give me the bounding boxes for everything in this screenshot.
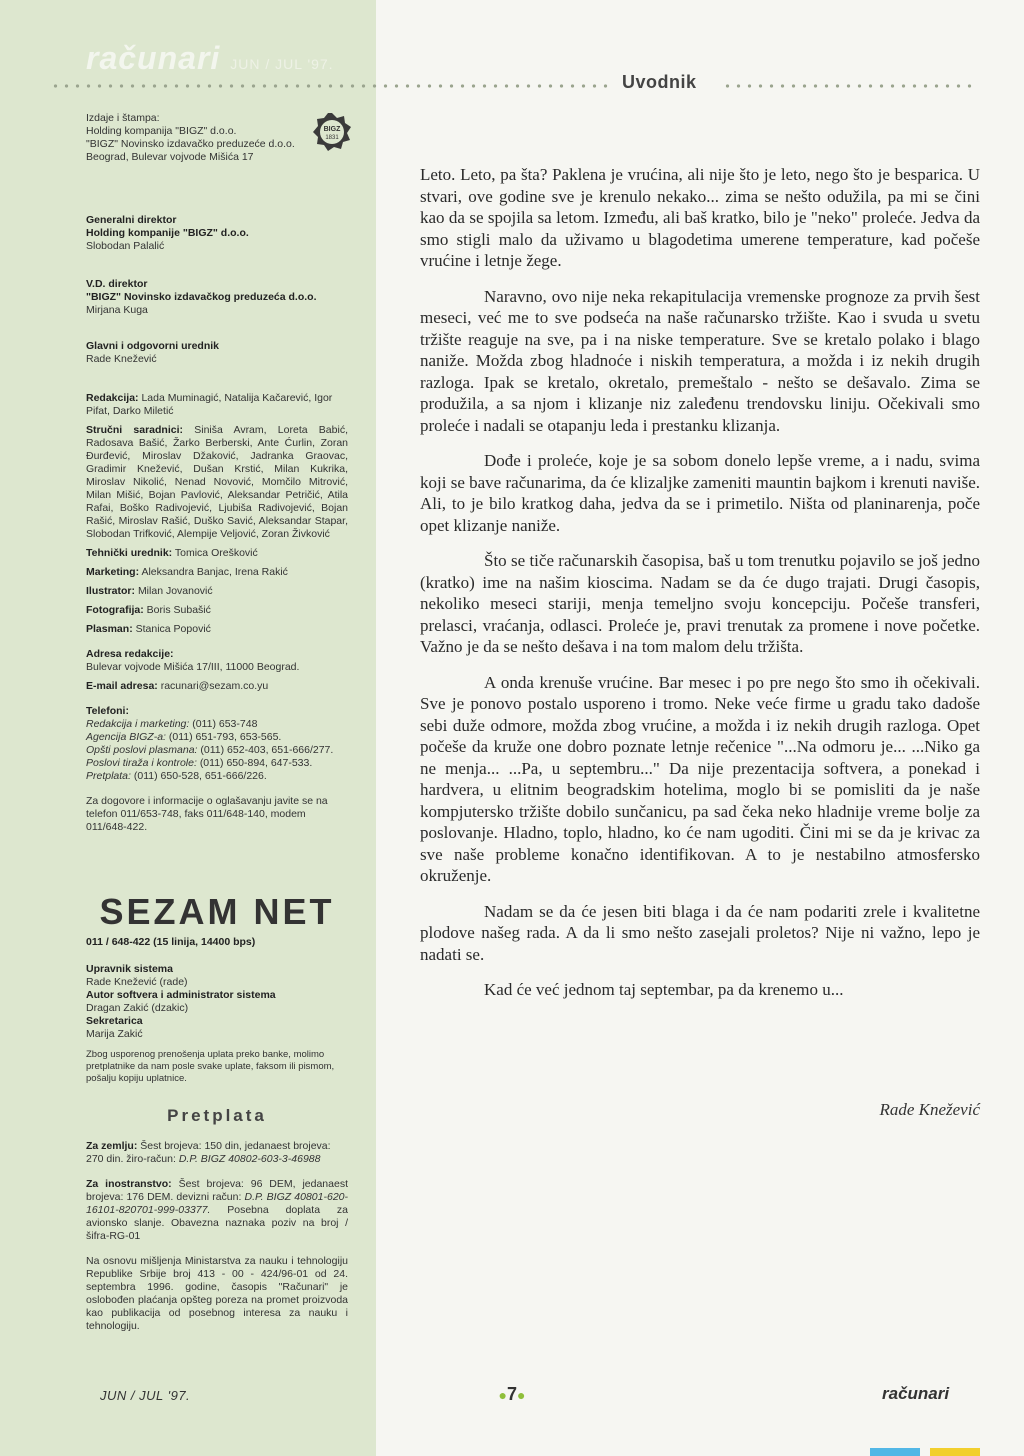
vd-title-2: "BIGZ" Novinsko izdavačkog preduzeća d.o.o.: [86, 291, 317, 303]
email-text: racunari@sezam.co.yu: [160, 680, 269, 692]
general-director-block: [86, 214, 348, 253]
gd-title-2: Holding kompanije "BIGZ" d.o.o.: [86, 227, 249, 239]
sekretarica-name: Marija Zakić: [86, 1028, 143, 1040]
plasman-label: Plasman:: [86, 623, 133, 635]
upravnik-title: Upravnik sistema: [86, 963, 173, 975]
article-paragraph: Naravno, ovo nije neka rekapitulacija vremenske prognoze za prvih šest meseci, već me to sve podseća na naše računarsko tržište. Kao i svuda u svetu tržište reaguje na sve, pa i na niske temperature. Sve se kretalo polako i blago naniže. Možda zbog hladnoće i niskih temperatura, a možda i iz nekih drugih razloga. Ipak se kretalo, okretalo, premeštalo - nešto se dešavalo. Zima se produžila, a sa njom i klizanje niz zaleđenu trendovsku liniju. Očekivali smo proleće i nadali se otapanju leda i prestanku klizanja.: [420, 286, 980, 435]
tehnicki-label: Tehnički urednik:: [86, 547, 173, 559]
phone-row: Poslovi tiraža i kontrole: (011) 650-894, 647-533.: [86, 757, 313, 769]
article-paragraph: Kad će već jednom taj septembar, pa da krenemo u...: [484, 980, 844, 999]
article-paragraph: Leto. Leto, pa šta? Paklena je vrućina, ali nije što je leto, nego što je besparica. U stvari, ove godine sve je krenulo nekako... zima se nešto odužila, pa mi se čini kao da se spojila sa letom. Između, ali baš kratko, bilo je "neko" proleće. Jedva da smo stigli malo da uživamo u blagodetima umerene temperature, kad počeše vrućine i letnje žege.: [420, 165, 980, 270]
marketing-label: Marketing:: [86, 566, 140, 578]
strucni-text: Siniša Avram, Loreta Babić, Radosava Bašić, Žarko Berberski, Ante Ćurlin, Zoran Đurđević, Miroslav Džaković, Jadranka Graovac, Gradimir Knežević, Dušan Krstić, Milan Kukrika, Miroslav Nikolić, Nenad Novović, Momčilo Mitrović, Milan Mišić, Bojan Pavlović, Aleksandar Petričić, Atila Rafai, Boško Radivojević, Ljubiša Radivojević, Bojan Rašić, Miroslav Rašić, Duško Savić, Aleksandar Stapar, Slobodan Trifković, Alempije Veljović, Zoran Živković: [86, 424, 348, 540]
editorial-article: [420, 164, 980, 1015]
article-paragraph: A onda krenuše vrućine. Bar mesec i po pre nego što smo ih očekivali. Sve je ponovo postalo usporeno i tromo. Neke veće firme u gradu tako dadoše sebi duže odmore, možda zbog vrućine, a možda i iz nekih drugih razloga. Opet počeše da kruže one dobro poznate letnje rečenice "...Na odmoru je... ...Niko ga ne menja... ...Pa, u septembru..." Da nije prezentacija softvera, a ponekad i hardvera, u elitnim beogradskim hotelima, moglo bi se pomisliti da je naše kompjutersko tržište dobilo sunčanicu, pa sad čeka neko hladnije vreme bolje za poslovanje. Hladno, toplo, hladno, ko će nam ugoditi. Čini mi se da je krivac za sve naše probleme konačno identifikovan. A to je nestabilno atmosfersko okruženje.: [420, 672, 980, 885]
adresa-label: Adresa redakcije:: [86, 648, 174, 660]
logo-text-1: BIGZ: [323, 126, 341, 133]
payment-note: Zbog usporenog prenošenja uplata preko banke, molimo pretplatnike da nam posle svake uplate, faksom ili pismom, pošalju kopiju uplatnice.: [86, 1049, 335, 1084]
ino-account: D.P. BIGZ 40801-620-16101-820701-999-03377.: [86, 1191, 348, 1216]
ino-text-2: Posebna doplata za avionsko slanje. Obavezna naznaka poziv na broj / šifra-RG-01: [86, 1204, 349, 1242]
footer-page-number: ●7●: [498, 1384, 526, 1404]
phone-row: Pretplata: (011) 650-528, 651-666/226.: [86, 770, 267, 782]
ino-text: Šest brojeva: 96 DEM, jedanaest brojeva: 176 DEM. devizni račun:: [86, 1178, 348, 1203]
masthead-brand: računari: [86, 40, 221, 76]
publisher-line: Holding kompanija "BIGZ" d.o.o.: [86, 125, 237, 137]
dotted-rule-left: [50, 82, 610, 90]
gd-name: Slobodan Palalić: [86, 240, 165, 252]
color-bar-yellow: [930, 1448, 980, 1456]
section-title: Uvodnik: [622, 72, 697, 92]
publisher-line: "BIGZ" Novinsko izdavačko preduzeće d.o.o.: [86, 138, 295, 150]
subscription-block: [86, 1140, 348, 1333]
zemlju-account: D.P. BIGZ 40802-603-3-46988: [178, 1153, 321, 1165]
editor-in-chief-block: [86, 340, 348, 366]
fotografija-label: Fotografija:: [86, 604, 144, 616]
sezam-sub: 011 / 648-422 (15 linija, 14400 bps): [86, 936, 256, 948]
footer-issue: JUN / JUL '97.: [100, 1388, 191, 1403]
redakcija-label: Redakcija:: [86, 392, 139, 404]
adresa-text: Bulevar vojvode Mišića 17/III, 11000 Beograd.: [86, 661, 300, 673]
publisher-line: Beograd, Bulevar vojvode Mišića 17: [86, 151, 254, 163]
ilustrator-text: Milan Jovanović: [137, 585, 213, 597]
dotted-rule-right: [722, 82, 972, 90]
autor-name: Dragan Zakić (dzakic): [86, 1002, 189, 1014]
plasman-text: Stanica Popović: [135, 623, 211, 635]
zemlju-text: Šest brojeva: 150 din, jedanaest brojeva: 270 din. žiro-račun:: [86, 1140, 331, 1165]
editor-title: Glavni i odgovorni urednik: [86, 340, 220, 352]
masthead: [86, 40, 334, 77]
upravnik-name: Rade Knežević (rade): [86, 976, 188, 988]
vd-title-1: V.D. direktor: [86, 278, 148, 290]
publisher-label: Izdaje i štampa:: [86, 112, 160, 124]
telefoni-label: Telefoni:: [86, 705, 129, 717]
article-paragraph: Dođe i proleće, koje je sa sobom donelo lepše vreme, a i nadu, svima koji se bave računarima, da će klizaljke zameniti mauntin bajkom i krenuti naviše. Ali, to je bilo kratkog daha, jedva da se i primetilo. Ništa od planinarenja, poče opet klizanje naniže.: [420, 451, 980, 535]
sezam-title: SEZAM NET: [99, 891, 335, 932]
subscription-title: Pretplata: [167, 1106, 267, 1125]
advertising-note: Za dogovore i informacije o oglašavanju javite se na telefon 011/653-748, faks 011/648-140, modem 011/648-422.: [86, 795, 328, 833]
strucni-label: Stručni saradnici:: [86, 424, 184, 436]
logo-text-2: 1831: [325, 135, 339, 141]
ministry-note: Na osnovu mišljenja Ministarstva za nauku i tehnologiju Republike Srbije broj 413 - 00 - 424/96-01 od 24. septembra 1996. godine, časopis "Računari" je oslobođen plaćanja opšteg poreza na promet proizvoda kao publikacija od posebnog interesa za nauku i tehnologiju.: [86, 1255, 348, 1332]
editor-name: Rade Knežević: [86, 353, 157, 365]
page-number: 7: [506, 1384, 517, 1404]
gd-title-1: Generalni direktor: [86, 214, 177, 226]
article-paragraph: Nadam se da će jesen biti blaga i da će nam podariti zrele i kvalitetne plodove našeg rada. A da li smo nešto zasejali proletos? Nije ni važno, lepo je nadati se.: [420, 901, 980, 964]
phone-row: Agencija BIGZ-a: (011) 651-793, 653-565.: [86, 731, 282, 743]
zemlju-label: Za zemlju:: [86, 1140, 138, 1152]
article-paragraph: Što se tiče računarskih časopisa, baš u tom trenutku pojavilo se još jedno (kratko) ime na našim kioscima. Nadam se da će dugo trajati. Drugi časopis, nekoliko meseci stariji, menja temeljno svoju koncepciju. Počeše transferi, prelasci, vraćanja, odlasci. Proleće je, pravi trenutak za promene i nove početke. Važno je da se nešto dešava i na tom malom delu tržišta.: [420, 551, 980, 656]
tehnicki-text: Tomica Orešković: [174, 547, 258, 559]
fotografija-text: Boris Subašić: [146, 604, 211, 616]
marketing-text: Aleksandra Banjac, Irena Rakić: [141, 566, 288, 578]
footer-brand: računari: [882, 1384, 950, 1403]
staff-block: [86, 392, 348, 834]
phone-row: Opšti poslovi plasmana: (011) 652-403, 651-666/277.: [86, 744, 334, 756]
ino-label: Za inostranstvo:: [86, 1178, 172, 1190]
ilustrator-label: Ilustrator:: [86, 585, 136, 597]
author-signature: Rade Knežević: [879, 1100, 980, 1119]
redakcija-text: Lada Muminagić, Natalija Kačarević, Igor Pifat, Darko Miletić: [86, 392, 333, 417]
vd-name: Mirjana Kuga: [86, 304, 148, 316]
email-label: E-mail adresa:: [86, 680, 158, 692]
phone-row: Redakcija i marketing: (011) 653-748: [86, 718, 258, 730]
vd-director-block: [86, 278, 348, 317]
publisher-block: [86, 112, 348, 164]
color-bar-blue: [870, 1448, 920, 1456]
sekretarica-title: Sekretarica: [86, 1015, 143, 1027]
masthead-issue: JUN / JUL '97.: [230, 56, 334, 72]
sezam-block: [86, 936, 348, 1085]
autor-title: Autor softvera i administrator sistema: [86, 989, 276, 1001]
